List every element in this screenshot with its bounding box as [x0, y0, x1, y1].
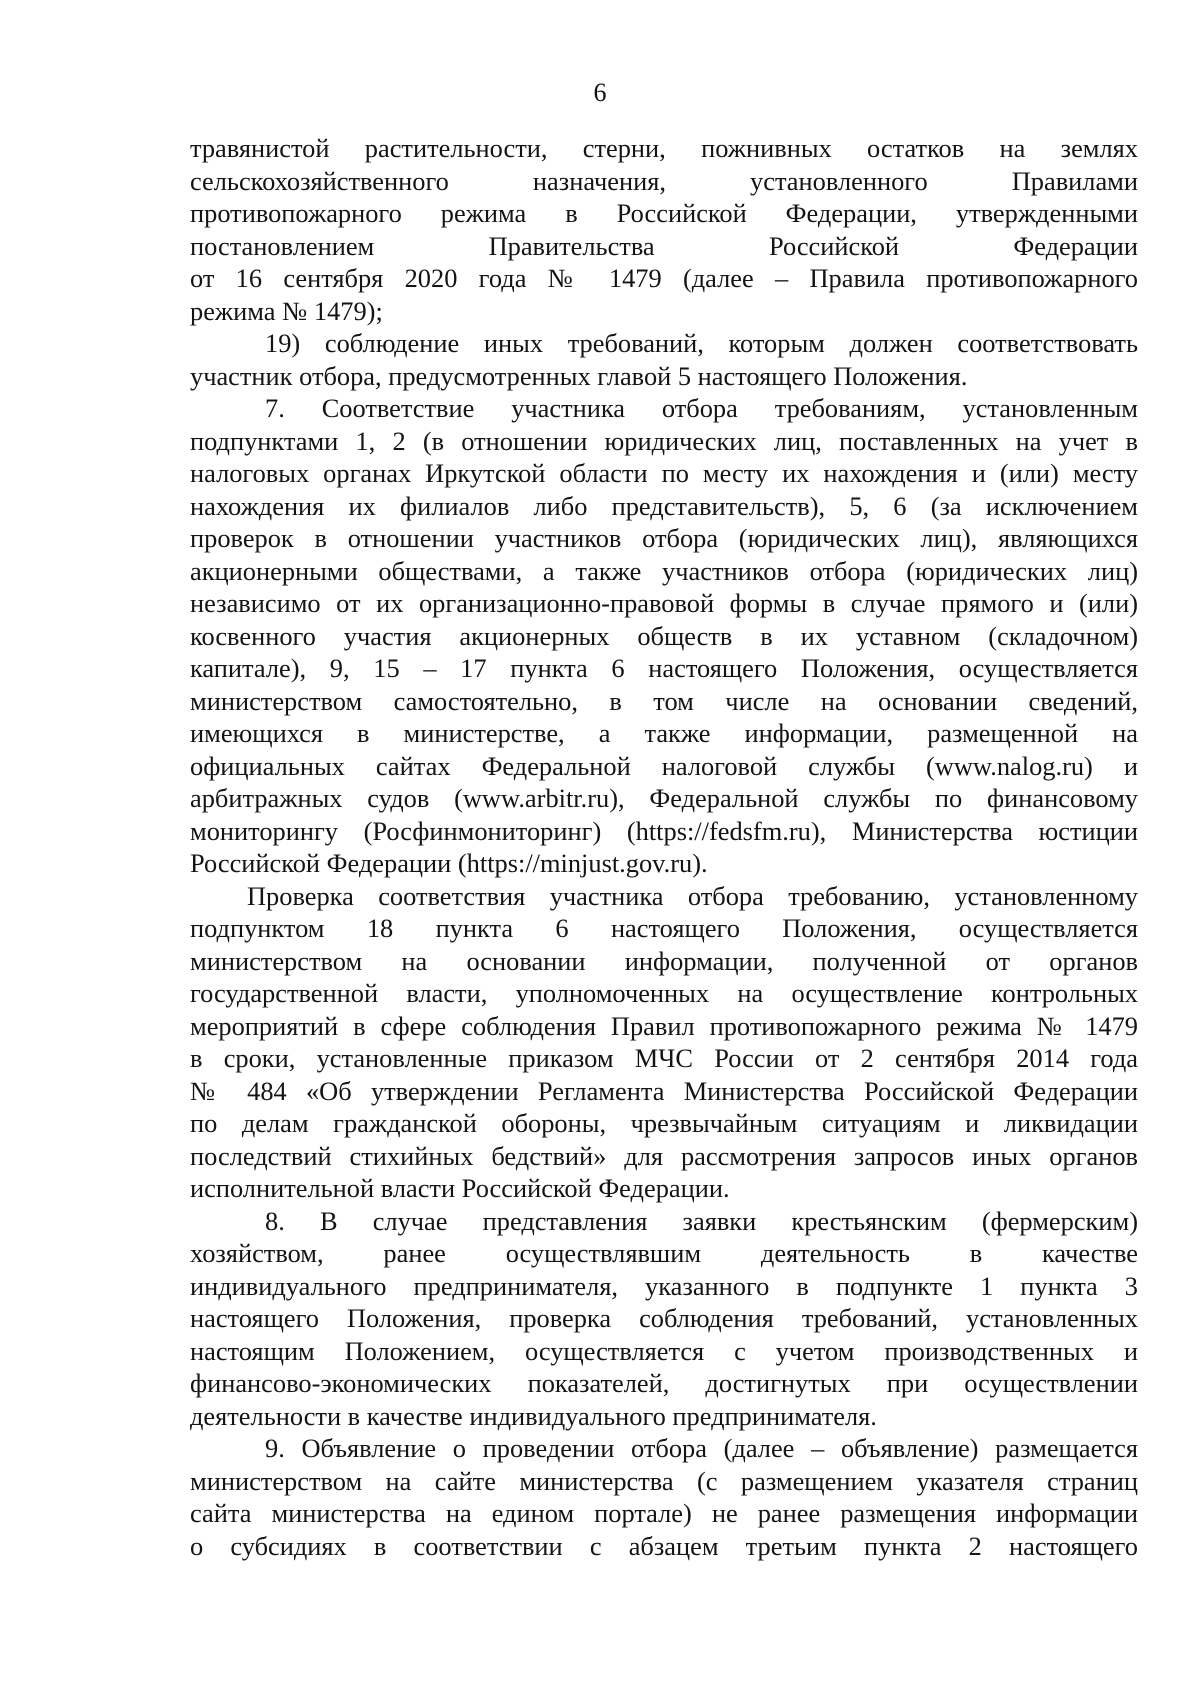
text-line: государственной власти, уполномоченных на осуществление контрольных	[190, 978, 1138, 1008]
text-line: министерством на основании информации, полученной от органов	[190, 945, 1138, 976]
text-line: финансово-экономических показателей, достигнутых при осуществлении	[190, 1368, 1138, 1398]
text-line: Российской Федерации (https://minjust.gov.ru).	[190, 848, 708, 878]
text-line: в сроки, установленные приказом МЧС России от 2 сентября 2014 года	[190, 1043, 1138, 1073]
text-line: исполнительной власти Российской Федерации.	[190, 1173, 730, 1203]
text-line: официальных сайтах Федеральной налоговой службы (www.nalog.ru) и	[190, 750, 1138, 781]
text-line: деятельности в качестве индивидуального предпринимателя.	[190, 1400, 877, 1431]
text-line: от 16 сентября 2020 года № 1479 (далее – Правила противопожарного	[190, 263, 1138, 293]
text-line: настоящего Положения, проверка соблюдения требований, установленных	[190, 1303, 1138, 1333]
text-line: имеющихся в министерстве, а также информации, размещенной на	[190, 718, 1138, 748]
text-line: по делам гражданской обороны, чрезвычайным ситуациям и ликвидации	[190, 1108, 1138, 1138]
text-line: арбитражных судов (www.arbitr.ru), Федеральной службы по финансовому	[190, 783, 1138, 813]
text-line: подпунктом 18 пункта 6 настоящего Положения, осуществляется	[190, 913, 1138, 943]
text-line: 8. В случае представления заявки крестьянским (фермерским)	[265, 1205, 1138, 1236]
text-line: налоговых органах Иркутской области по месту их нахождения и (или) месту	[190, 458, 1138, 488]
text-line: акционерными обществами, а также участников отбора (юридических лиц)	[190, 555, 1138, 586]
text-line: противопожарного режима в Российской Федерации, утвержденными	[190, 198, 1138, 228]
page-number: 6	[593, 78, 607, 107]
text-line: индивидуального предпринимателя, указанного в подпункте 1 пункта 3	[190, 1270, 1138, 1301]
text-line: министерством на сайте министерства (с размещением указателя страниц	[190, 1465, 1138, 1496]
text-line: Проверка соответствия участника отбора требованию, установленному	[247, 880, 1138, 911]
text-line: мероприятий в сфере соблюдения Правил противопожарного режима № 1479	[190, 1010, 1138, 1041]
text-line: проверок в отношении участников отбора (юридических лиц), являющихся	[190, 523, 1138, 553]
text-line: участник отбора, предусмотренных главой 5 настоящего Положения.	[190, 360, 968, 391]
text-line: 9. Объявление о проведении отбора (далее – объявление) размещается	[265, 1433, 1138, 1463]
text-line: постановлением Правительства Российской Федерации	[190, 230, 1138, 261]
text-line: министерством самостоятельно, в том числе на основании сведений,	[190, 685, 1138, 716]
text-line: травянистой растительности, стерни, пожнивных остатков на землях	[190, 133, 1138, 163]
text-line: подпунктами 1, 2 (в отношении юридических лиц, поставленных на учет в	[190, 425, 1138, 456]
text-line: последствий стихийных бедствий» для рассмотрения запросов иных органов	[190, 1140, 1138, 1171]
document-body	[190, 132, 1138, 1562]
text-line: сайта министерства на едином портале) не ранее размещения информации	[190, 1498, 1138, 1528]
text-line: косвенного участия акционерных обществ в их уставном (складочном)	[190, 620, 1138, 651]
text-line: независимо от их организационно-правовой формы в случае прямого и (или)	[190, 588, 1138, 618]
text-line: 7. Соответствие участника отбора требованиям, установленным	[265, 393, 1138, 423]
text-line: сельскохозяйственного назначения, установленного Правилами	[190, 165, 1138, 196]
text-line: хозяйством, ранее осуществлявшим деятельность в качестве	[190, 1238, 1138, 1268]
text-line: о субсидиях в соответствии с абзацем третьим пункта 2 настоящего	[190, 1530, 1138, 1561]
text-line: № 484 «Об утверждении Регламента Министерства Российской Федерации	[190, 1075, 1138, 1106]
text-line: 19) соблюдение иных требований, которым должен соответствовать	[265, 328, 1138, 358]
text-line: мониторингу (Росфинмониторинг) (https://fedsfm.ru), Министерства юстиции	[190, 815, 1138, 846]
text-line: капитале), 9, 15 – 17 пункта 6 настоящего Положения, осуществляется	[190, 653, 1138, 683]
text-line: нахождения их филиалов либо представительств), 5, 6 (за исключением	[190, 490, 1138, 521]
text-line: настоящим Положением, осуществляется с учетом производственных и	[190, 1335, 1138, 1366]
text-line: режима № 1479);	[190, 295, 383, 326]
